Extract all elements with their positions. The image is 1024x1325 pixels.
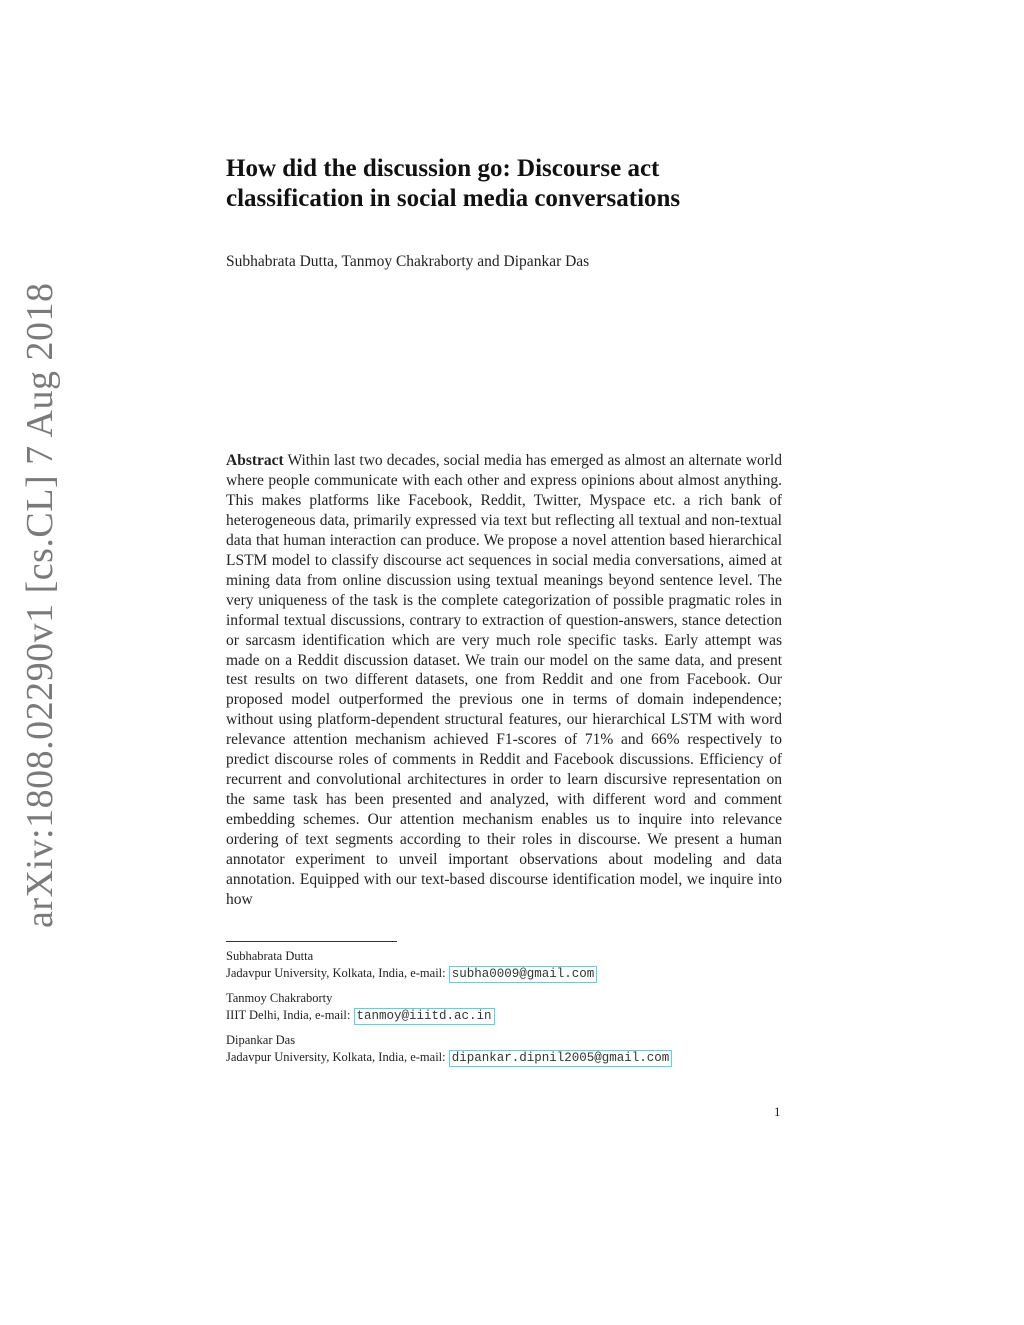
abstract-text: Within last two decades, social media has emerged as almost an alternate world where people communicate with each other and express opinions about almost anything. This makes platforms like Facebook, Reddit, Twitter, Myspace etc. a rich bank of heterogeneous data, primarily expressed via text but reflecting all textual and non-textual data that human interaction can produce. We propose a novel attention based hierarchical LSTM model to classify discourse act sequences in social media conversations, aimed at mining data from online discussion using textual meanings beyond sentence level. The very uniqueness of the task is the complete categorization of possible pragmatic roles in informal textual discussions, contrary to extraction of question-answers, stance detection or sarcasm identification which are very much role specific tasks. Early attempt was made on a Reddit discussion dataset. We train our model on the same data, and present test results on two different datasets, one from Reddit and one from Facebook. Our proposed model outperformed the previous one in terms of domain independence; without using platform-dependent structural features, our hierarchical LSTM with word relevance attention mechanism achieved F1-scores of 71% and 66% respectively to predict discourse roles of comments in Reddit and Facebook discussions. Efficiency of recurrent and convolutional architectures in order to learn discursive representation on the same task has been presented and analyzed, with different word and comment embedding schemes. Our attention mechanism enables us to inquire into relevance ordering of text segments according to their roles in discourse. We present a human annotator experiment to unveil important observations about modeling and data annotation. Equipped with our text-based discourse identification model, we inquire into how (226, 452, 782, 908)
page-number: 1 (774, 1104, 781, 1119)
footnote-author-name: Subhabrata Dutta (226, 949, 314, 963)
footnote-affiliation: Jadavpur University, Kolkata, India, e-mail: (226, 1050, 446, 1064)
email-link[interactable]: tanmoy@iiitd.ac.in (354, 1008, 495, 1025)
footnote-author-1 (226, 948, 597, 983)
footnote-author-2 (226, 990, 495, 1025)
abstract-label: Abstract (226, 452, 284, 469)
author-list: Subhabrata Dutta, Tanmoy Chakraborty and Dipankar Das (226, 253, 590, 270)
footnote-author-name: Tanmoy Chakraborty (226, 991, 333, 1005)
abstract-section (226, 451, 782, 910)
footnote-author-name: Dipankar Das (226, 1033, 296, 1047)
footnote-affiliation-line (226, 1049, 672, 1067)
footnote-author-3 (226, 1032, 672, 1067)
footnote-divider (226, 941, 397, 942)
paper-title: How did the discussion go: Discourse act classification in social media conversations (226, 155, 681, 212)
arxiv-identifier-stamp: arXiv:1808.02290v1 [cs.CL] 7 Aug 2018 (19, 282, 61, 928)
footnote-affiliation: Jadavpur University, Kolkata, India, e-mail: (226, 966, 446, 980)
footnote-affiliation-line (226, 965, 597, 983)
email-link[interactable]: dipankar.dipnil2005@gmail.com (449, 1050, 673, 1067)
email-link[interactable]: subha0009@gmail.com (449, 966, 598, 983)
footnote-affiliation-line (226, 1007, 495, 1025)
footnote-affiliation: IIIT Delhi, India, e-mail: (226, 1008, 351, 1022)
